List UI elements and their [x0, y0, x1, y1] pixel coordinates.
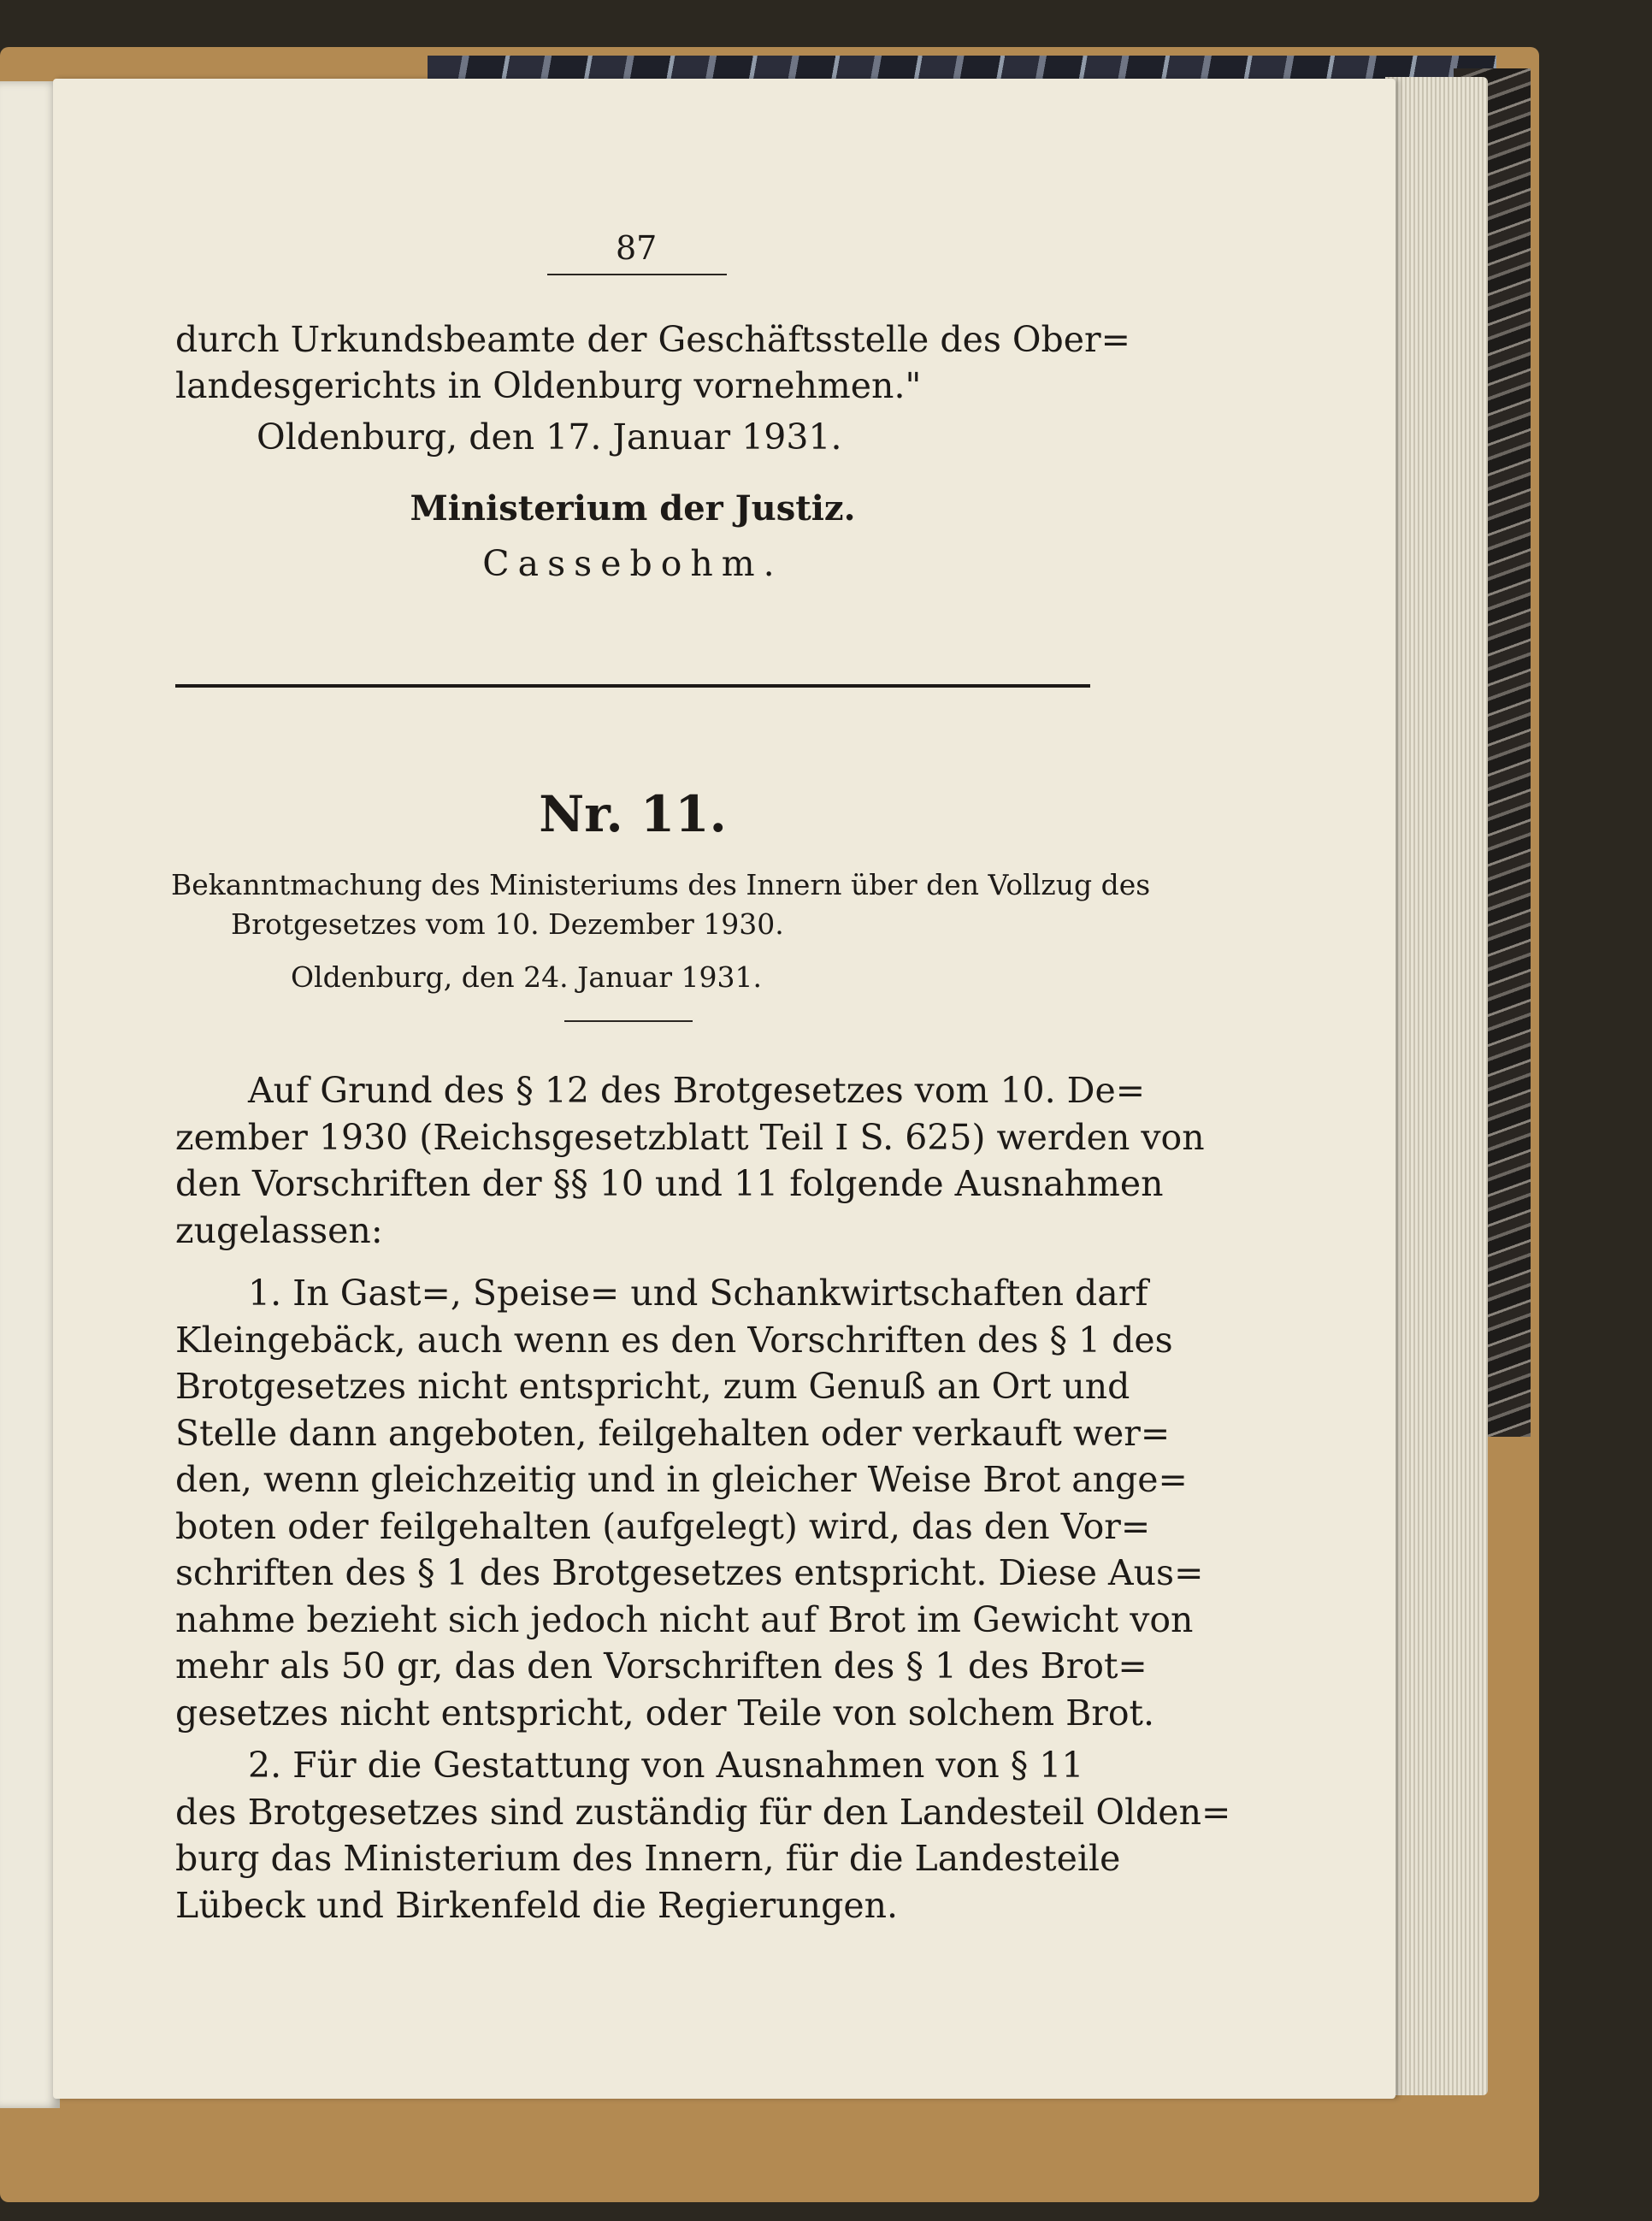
paragraph-line: nahme bezieht sich jedoch nicht auf Brot im Gewicht von — [175, 1598, 1194, 1640]
signature-1: Cassebohm. — [482, 543, 783, 584]
intro-line: durch Urkundsbeamte der Geschäftsstelle des Ober= — [175, 319, 1131, 360]
dateline-1: Oldenburg, den 17. Januar 1931. — [257, 416, 842, 458]
paragraph-2 — [175, 1270, 1204, 1736]
ministry-title-1: Ministerium der Justiz. — [410, 488, 856, 529]
paragraph-1 — [175, 1067, 1205, 1254]
paragraph-line: mehr als 50 gr, das den Vorschriften des § 1 des Brot= — [175, 1645, 1148, 1686]
paragraph-line: Stelle dann angeboten, feilgehalten oder verkauft wer= — [175, 1412, 1171, 1454]
short-divider — [564, 1020, 693, 1022]
paragraph-line: zugelassen: — [175, 1209, 383, 1251]
dateline-2: Oldenburg, den 24. Januar 1931. — [291, 960, 762, 994]
page-number-rule — [547, 274, 727, 275]
section-number: Nr. 11. — [539, 785, 727, 843]
page-stack-edges — [1385, 77, 1488, 2095]
paragraph-line: schriften des § 1 des Brotgesetzes entspricht. Diese Aus= — [175, 1552, 1204, 1593]
intro-text — [175, 316, 1131, 409]
page-number: 87 — [616, 229, 658, 267]
paragraph-line: Auf Grund des § 12 des Brotgesetzes vom 10. De= — [248, 1070, 1146, 1111]
paragraph-line: Kleingebäck, auch wenn es den Vorschriften des § 1 des — [175, 1319, 1173, 1361]
section-divider — [175, 684, 1090, 688]
paragraph-line: zember 1930 (Reichsgesetzblatt Teil I S. 625) werden von — [175, 1116, 1205, 1158]
left-page-edge — [0, 81, 60, 2108]
paragraph-line: boten oder feilgehalten (aufgelegt) wird, das den Vor= — [175, 1505, 1151, 1547]
paragraph-3 — [175, 1742, 1231, 1929]
paragraph-line: Brotgesetzes nicht entspricht, zum Genuß an Ort und — [175, 1366, 1130, 1407]
paragraph-line: den Vorschriften der §§ 10 und 11 folgende Ausnahmen — [175, 1163, 1164, 1204]
paragraph-line: burg das Ministerium des Innern, für die Landesteile — [175, 1838, 1121, 1879]
announcement-line: Bekanntmachung des Ministeriums des Innern über den Vollzug des — [171, 868, 1151, 901]
intro-line: landesgerichts in Oldenburg vornehmen." — [175, 365, 922, 406]
paragraph-line: Lübeck und Birkenfeld die Regierungen. — [175, 1884, 899, 1926]
announcement-line: Brotgesetzes vom 10. Dezember 1930. — [231, 907, 784, 941]
paragraph-line: den, wenn gleichzeitig und in gleicher Weise Brot ange= — [175, 1459, 1188, 1500]
paragraph-line: 1. In Gast=, Speise= und Schankwirtschaften darf — [248, 1273, 1148, 1314]
paragraph-line: des Brotgesetzes sind zuständig für den Landesteil Olden= — [175, 1791, 1231, 1833]
paragraph-line: 2. Für die Gestattung von Ausnahmen von § 11 — [248, 1745, 1084, 1786]
announcement-title — [171, 865, 1151, 944]
paragraph-line: gesetzes nicht entspricht, oder Teile von solchem Brot. — [175, 1692, 1155, 1734]
